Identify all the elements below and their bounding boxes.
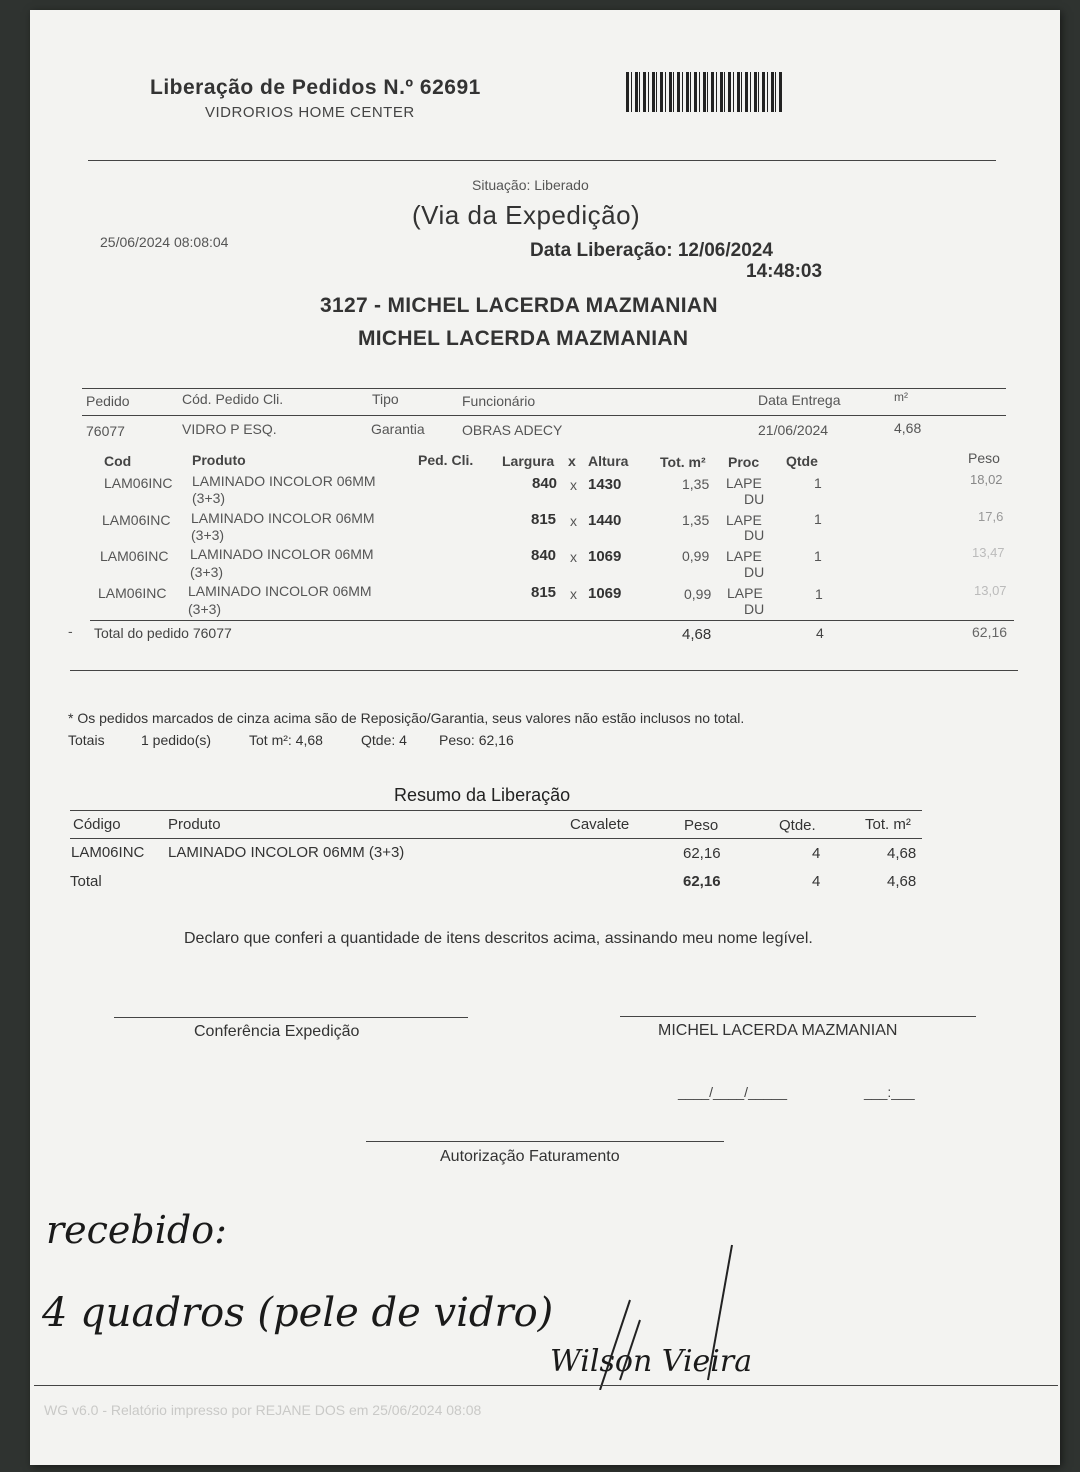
order-total-m2: 4,68	[682, 626, 712, 643]
items-col-peso: Peso	[968, 450, 1000, 466]
col-funcionario: Funcionário	[462, 393, 536, 409]
item-x: x	[570, 586, 577, 602]
item-cod: LAM06INC	[104, 475, 173, 491]
signature-strokes	[570, 1240, 750, 1390]
order-total-qtde: 4	[816, 625, 824, 641]
totais-m2: Tot m²: 4,68	[249, 732, 323, 748]
hora-liberacao: 14:48:03	[746, 261, 823, 282]
label-cliente: MICHEL LACERDA MAZMANIAN	[658, 1022, 898, 1039]
date-blank: ____/____/_____	[678, 1084, 787, 1100]
col-pedido: Pedido	[86, 393, 130, 409]
total-dash: -	[68, 623, 73, 639]
col-data-entrega: Data Entrega	[758, 392, 841, 408]
signature-line-conferencia	[114, 1017, 468, 1018]
totais-pedidos: 1 pedido(s)	[141, 732, 212, 748]
order-funcionario: OBRAS ADECY	[462, 422, 563, 438]
item-altura: 1069	[588, 585, 622, 602]
resumo-col-codigo: Código	[73, 816, 121, 833]
item-largura: 840	[532, 475, 558, 492]
item-qtde: 1	[814, 511, 822, 527]
resumo-qtde: 4	[812, 845, 821, 862]
resumo-col-qtde: Qtde.	[779, 817, 816, 834]
time-blank: ___:___	[864, 1084, 915, 1100]
col-m2: m²	[894, 390, 908, 404]
item-qtde: 1	[815, 586, 823, 602]
cliente-line1: 3127 - MICHEL LACERDA MAZMANIAN	[320, 294, 718, 317]
item-cod: LAM06INC	[102, 512, 171, 528]
item-proc: LAPE	[727, 585, 763, 601]
item-produto: LAMINADO INCOLOR 06MM	[191, 510, 375, 526]
resumo-tot-m2: 4,68	[887, 845, 917, 862]
item-cod: LAM06INC	[100, 548, 169, 564]
item-produto: LAMINADO INCOLOR 06MM	[190, 546, 374, 562]
item-proc: LAPE	[726, 548, 762, 564]
signature-line-autorizacao	[366, 1141, 724, 1142]
data-liberacao: Data Liberação: 12/06/2024	[530, 240, 773, 261]
declaracao: Declaro que conferi a quantidade de itens descritos acima, assinando meu nome legível.	[184, 930, 813, 947]
print-datetime: 25/06/2024 08:08:04	[100, 234, 229, 250]
totais-qtde: Qtde: 4	[361, 732, 407, 748]
item-tot-m2: 1,35	[682, 512, 710, 528]
item-proc-2: DU	[744, 491, 765, 507]
items-col-qtde: Qtde	[786, 453, 818, 469]
totais-label: Totais	[68, 732, 105, 748]
label-autorizacao: Autorização Faturamento	[440, 1148, 620, 1165]
item-produto-2: (3+3)	[190, 564, 224, 580]
order-m2: 4,68	[894, 420, 922, 436]
item-largura: 815	[531, 584, 557, 601]
resumo-col-peso: Peso	[684, 817, 719, 834]
items-col-tot-m2: Tot. m²	[660, 454, 706, 470]
cliente-line2: MICHEL LACERDA MAZMANIAN	[358, 327, 689, 350]
via-expedicao: (Via da Expedição)	[412, 200, 641, 230]
item-x: x	[570, 513, 577, 529]
resumo-total-m2: 4,68	[887, 873, 917, 890]
signature-line-cliente	[620, 1016, 976, 1017]
barcode	[626, 72, 784, 112]
item-x: x	[570, 477, 577, 493]
items-col-altura: Altura	[588, 453, 629, 469]
item-produto-2: (3+3)	[192, 490, 226, 506]
document-title: Liberação de Pedidos N.º 62691	[150, 76, 481, 99]
resumo-total-label: Total	[70, 873, 102, 890]
items-col-largura: Largura	[502, 453, 555, 469]
situacao: Situação: Liberado	[472, 177, 589, 193]
item-proc-2: DU	[744, 527, 765, 543]
item-proc-2: DU	[744, 564, 765, 580]
item-altura: 1430	[588, 476, 622, 493]
item-produto: LAMINADO INCOLOR 06MM	[188, 583, 372, 599]
resumo-col-produto: Produto	[168, 816, 221, 833]
item-peso: 13,07	[974, 583, 1007, 598]
order-pedido: 76077	[86, 423, 125, 439]
resumo-col-cavalete: Cavalete	[570, 816, 630, 833]
item-qtde: 1	[814, 475, 822, 491]
item-tot-m2: 1,35	[682, 476, 710, 492]
item-produto: LAMINADO INCOLOR 06MM	[192, 473, 376, 489]
item-largura: 815	[531, 511, 557, 528]
item-tot-m2: 0,99	[684, 586, 712, 602]
resumo-produto: LAMINADO INCOLOR 06MM (3+3)	[168, 844, 405, 861]
order-data-entrega: 21/06/2024	[758, 422, 829, 438]
resumo-peso: 62,16	[683, 845, 721, 862]
item-proc: LAPE	[726, 512, 762, 528]
item-produto-2: (3+3)	[191, 527, 225, 543]
item-proc-2: DU	[744, 601, 765, 617]
resumo-codigo: LAM06INC	[71, 844, 145, 861]
order-cod-pedido-cli: VIDRO P ESQ.	[182, 421, 277, 437]
order-total-label: Total do pedido 76077	[94, 625, 232, 641]
resumo-total-qtde: 4	[812, 873, 821, 890]
item-altura: 1069	[588, 548, 622, 565]
item-tot-m2: 0,99	[682, 548, 710, 564]
items-col-ped-cli: Ped. Cli.	[418, 452, 474, 468]
item-produto-2: (3+3)	[188, 601, 222, 617]
item-peso: 13,47	[972, 545, 1005, 560]
item-peso: 17,6	[978, 509, 1004, 524]
resumo-total-peso: 62,16	[683, 873, 721, 890]
item-peso: 18,02	[970, 472, 1003, 487]
item-cod: LAM06INC	[98, 585, 167, 601]
totais-peso: Peso: 62,16	[439, 732, 514, 748]
resumo-title: Resumo da Liberação	[394, 785, 571, 805]
footer-print-info: WG v6.0 - Relatório impresso por REJANE DOS em 25/06/2024 08:08	[44, 1402, 482, 1418]
resumo-col-tot-m2: Tot. m²	[865, 816, 911, 833]
handwritten-signature: Wilson Vieira	[550, 1344, 753, 1379]
item-x: x	[570, 549, 577, 565]
document-page	[30, 10, 1060, 1465]
header-divider	[88, 160, 996, 161]
item-proc: LAPE	[726, 475, 762, 491]
col-tipo: Tipo	[372, 391, 399, 407]
label-conferencia: Conferência Expedição	[194, 1023, 360, 1040]
handwritten-note: 4 quadros (pele de vidro)	[42, 1290, 554, 1336]
order-total-peso: 62,16	[972, 624, 1008, 640]
item-largura: 840	[531, 547, 557, 564]
items-col-produto: Produto	[192, 452, 246, 468]
items-col-cod: Cod	[104, 453, 132, 469]
col-cod-pedido-cli: Cód. Pedido Cli.	[182, 391, 284, 407]
item-qtde: 1	[814, 548, 822, 564]
items-col-x: x	[568, 453, 576, 469]
note-garantia: * Os pedidos marcados de cinza acima são de Reposição/Garantia, seus valores não estão inclusos no total.	[68, 710, 745, 726]
item-altura: 1440	[588, 512, 622, 529]
order-tipo: Garantia	[371, 421, 425, 437]
handwritten-recebido: recebido:	[46, 1208, 227, 1252]
items-col-proc: Proc	[728, 454, 760, 470]
company-name: VIDRORIOS HOME CENTER	[205, 104, 415, 121]
